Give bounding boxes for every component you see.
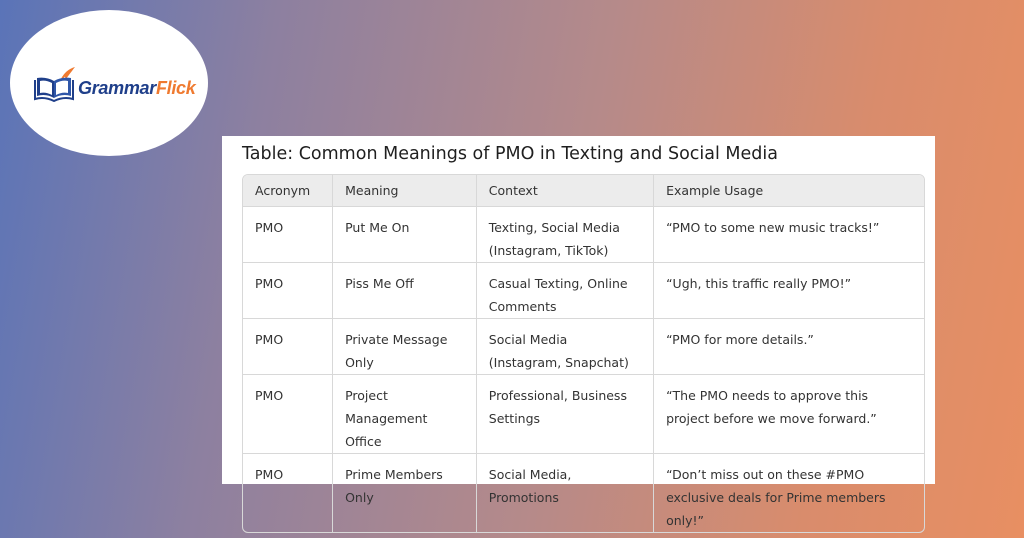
header-context: Context <box>477 175 654 207</box>
cell-example: “The PMO needs to approve this project before we move forward.” <box>654 375 924 454</box>
brand-name-part1: Grammar <box>78 78 156 98</box>
cell-context: Casual Texting, Online Comments <box>477 263 654 319</box>
brand-name-part2: Flick <box>155 78 196 98</box>
brand-logo-text <box>78 78 195 99</box>
cell-acronym: PMO <box>243 263 333 319</box>
cell-context: Social Media, Promotions <box>477 454 654 532</box>
table-title: Table: Common Meanings of PMO in Texting and Social Media <box>242 144 778 164</box>
table-row <box>243 454 924 532</box>
header-example-usage: Example Usage <box>654 175 924 207</box>
pmo-meanings-table <box>242 174 925 533</box>
cell-context: Texting, Social Media (Instagram, TikTok) <box>477 207 654 263</box>
cell-meaning: Project Management Office <box>333 375 477 454</box>
cell-example: “PMO to some new music tracks!” <box>654 207 924 263</box>
cell-context: Social Media (Instagram, Snapchat) <box>477 319 654 375</box>
cell-meaning: Private Message Only <box>333 319 477 375</box>
cell-example: “Ugh, this traffic really PMO!” <box>654 263 924 319</box>
cell-acronym: PMO <box>243 319 333 375</box>
header-meaning: Meaning <box>333 175 477 207</box>
table-row <box>243 375 924 454</box>
cell-meaning: Piss Me Off <box>333 263 477 319</box>
cell-acronym: PMO <box>243 454 333 532</box>
cell-acronym: PMO <box>243 375 333 454</box>
cell-example: “Don’t miss out on these #PMO exclusive deals for Prime members only!” <box>666 467 886 528</box>
table-row <box>243 207 924 263</box>
cell-meaning: Put Me On <box>333 207 477 263</box>
table-row <box>243 263 924 319</box>
header-acronym: Acronym <box>243 175 333 207</box>
table-header-row <box>243 175 924 207</box>
cell-acronym: PMO <box>243 207 333 263</box>
cell-meaning: Prime Members Only <box>333 454 477 532</box>
cell-context: Professional, Business Settings <box>477 375 654 454</box>
cell-example: “PMO for more details.” <box>654 319 924 375</box>
open-book-quill-icon <box>34 66 76 102</box>
table-row <box>243 319 924 375</box>
table-card <box>222 136 935 528</box>
